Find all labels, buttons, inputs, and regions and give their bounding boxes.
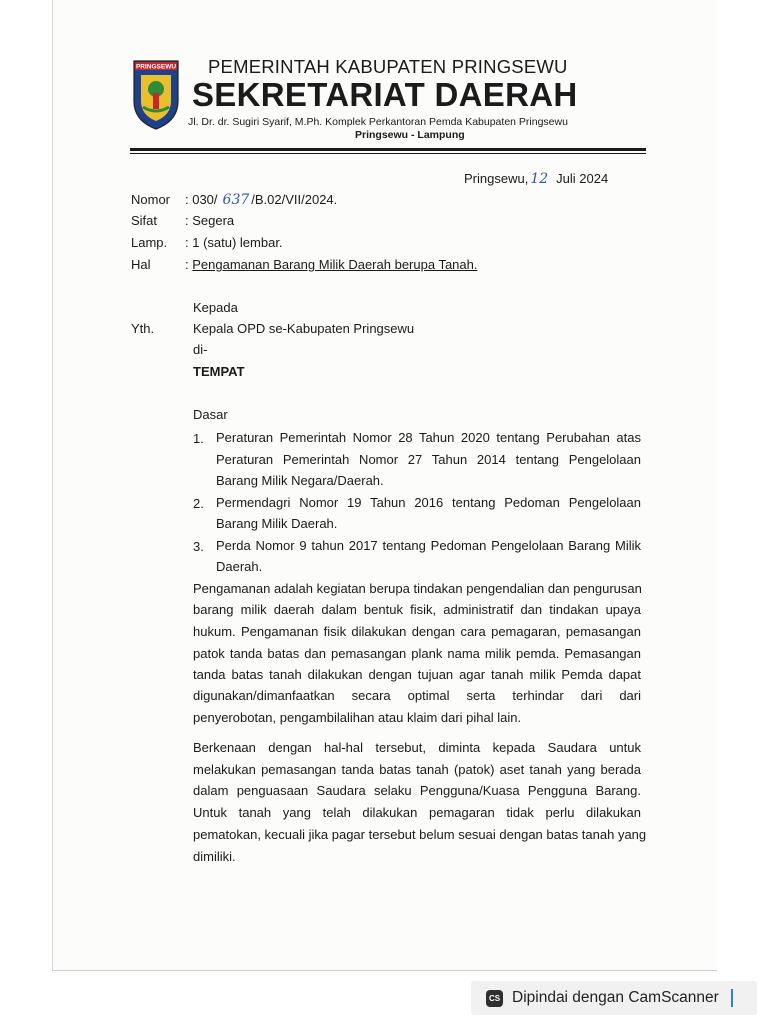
regency-emblem-logo xyxy=(131,57,181,131)
hal-subject: Pengamanan Barang Milik Daerah berupa Tanah. xyxy=(192,257,478,272)
meta-label-hal: Hal xyxy=(131,257,151,272)
paragraph2-line: melakukan pemasangan tanda batas tanah (patok) aset tanah yang berada xyxy=(193,762,641,777)
paragraph2-line: Untuk tanah yang telah dilakukan pemagaran tidak perlu dilakukan xyxy=(193,805,641,820)
recipient-di: di- xyxy=(193,342,208,357)
dasar-item-number: 3. xyxy=(193,539,204,554)
meta-value-hal xyxy=(185,258,477,271)
camscanner-watermark xyxy=(471,981,757,1015)
letterhead-office: SEKRETARIAT DAERAH xyxy=(192,76,578,113)
dasar-item-line: Permendagri Nomor 19 Tahun 2016 tentang Pedoman Pengelolaan xyxy=(216,495,641,510)
dasar-item-line: Perda Nomor 9 tahun 2017 tentang Pedoman Pengelolaan Barang Milik xyxy=(216,538,641,553)
nomor-prefix: : 030/ xyxy=(185,192,218,207)
recipient-kepada: Kepada xyxy=(193,300,238,315)
meta-label-lampiran: Lamp. xyxy=(131,235,168,250)
nomor-handwritten: 637 xyxy=(222,192,250,208)
paragraph1-line: Pengamanan adalah kegiatan berupa tindakan pengendalian dan pengurusan xyxy=(193,581,642,596)
paragraph1-line: tanda batas tanah dilakukan dengan tujuan agar tanah milik Pemda dapat xyxy=(193,667,641,682)
paragraph2-line: Berkenaan dengan hal-hal tersebut, diminta kepada Saudara untuk xyxy=(193,740,641,755)
dasar-heading: Dasar xyxy=(193,407,228,422)
dasar-item-line: Barang Milik Daerah. xyxy=(216,516,338,531)
letter-page xyxy=(52,0,717,971)
meta-label-sifat: Sifat xyxy=(131,213,158,228)
paragraph1-line: penyerobotan, pengambilalihan atau klaim dari pihal lain. xyxy=(193,710,522,725)
paragraph1-line: patok tanda batas dan pemasangan plank nama milik pemda. Pemasangan xyxy=(193,646,641,661)
letter-date xyxy=(464,172,608,186)
meta-value-lampiran: : 1 (satu) lembar. xyxy=(185,235,283,250)
dasar-item-line: Barang Milik Negara/Daerah. xyxy=(216,473,384,488)
paragraph2-line: pematokan, kecuali jika pagar tersebut belum sesuai dengan batas tanah yang xyxy=(193,827,647,842)
letterhead-address: Jl. Dr. dr. Sugiri Syarif, M.Ph. Komplek Perkantoran Pemda Kabupaten Pringsewu xyxy=(188,116,568,128)
meta-value-nomor xyxy=(185,193,337,207)
letterhead-city: Pringsewu - Lampung xyxy=(355,129,465,141)
paragraph1-line: hukum. Pengamanan fisik dilakukan dengan cara pemagaran, pemasangan xyxy=(193,624,641,639)
camscanner-icon: CS xyxy=(486,990,503,1007)
badge-accent-bar xyxy=(731,989,733,1007)
date-day-handwritten: 12 xyxy=(530,171,549,187)
letterhead-government: PEMERINTAH KABUPATEN PRINGSEWU xyxy=(208,56,568,77)
paragraph2-line: dimiliki. xyxy=(193,849,236,864)
recipient-name: Kepala OPD se-Kabupaten Pringsewu xyxy=(193,321,415,336)
hal-colon: : xyxy=(185,257,189,272)
dasar-item-line: Peraturan Pemerintah Nomor 27 Tahun 2014 tentang Pengelolaan xyxy=(216,452,641,467)
recipient-tempat: TEMPAT xyxy=(193,364,245,379)
dasar-item-line: Peraturan Pemerintah Nomor 28 Tahun 2020 tentang Perubahan atas xyxy=(216,430,641,445)
paragraph2-line: dalam penguasaan Saudara selaku Pengguna/Kuasa Pengguna Barang. xyxy=(193,783,641,798)
meta-value-sifat: : Segera xyxy=(185,213,235,228)
dasar-item-number: 2. xyxy=(193,496,204,511)
meta-label-nomor: Nomor xyxy=(131,192,171,207)
paragraph1-line: barang milik daerah dalam bentuk fisik, administratif dan tindakan upaya xyxy=(193,602,641,617)
dasar-item-number: 1. xyxy=(193,431,204,446)
camscanner-text: Dipindai dengan CamScanner xyxy=(512,989,719,1006)
date-month-year: Juli 2024 xyxy=(556,171,609,186)
letterhead-divider xyxy=(130,148,646,151)
recipient-yth: Yth. xyxy=(131,321,155,336)
letterhead-divider-thin xyxy=(130,153,646,154)
logo-banner-text: PRINGSEWU xyxy=(135,63,177,71)
nomor-suffix: /B.02/VII/2024. xyxy=(251,192,338,207)
paragraph1-line: digunakan/dimanfaatkan secara optimal serta terhindar dari dari xyxy=(193,688,641,703)
date-place: Pringsewu, xyxy=(464,171,529,186)
dasar-item-line: Daerah. xyxy=(216,559,263,574)
